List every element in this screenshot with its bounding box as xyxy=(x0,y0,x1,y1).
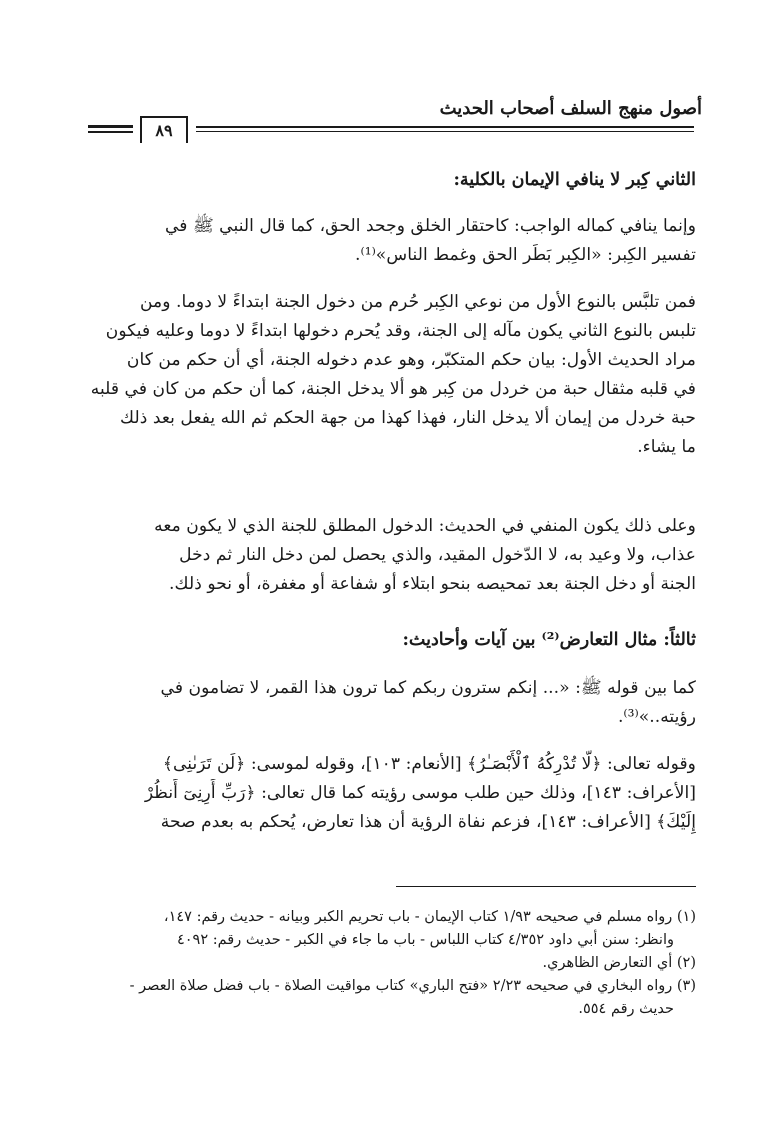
text-line: إِلَيْكَ﴾ [الأعراف: ١٤٣]، فزعم نفاة الرؤية أن هذا تعارض، يُحكم به بعدم صحة xyxy=(160,812,696,832)
footnote-separator xyxy=(396,886,696,887)
text-line: عذاب، ولا وعيد به، لا الدّخول المقيد، والذي يحصل لمن دخل النار ثم دخل xyxy=(179,545,696,565)
paragraph-5 xyxy=(66,750,696,837)
footnote-2: (٢) أي التعارض الظاهري. xyxy=(542,955,696,971)
footnote-3: (٣) رواه البخاري في صحيحه ٢/٢٣ «فتح الباري» كتاب مواقيت الصلاة - باب فضل صلاة العصر - xyxy=(129,978,696,994)
text-line: تلبس بالنوع الثاني يكون مآله إلى الجنة، وقد يُحرم دخولها ابتداءً لا دوما وعليه فيكون xyxy=(105,321,696,341)
paragraph-4 xyxy=(66,674,696,732)
footnote-1-continued: وانظر: سنن أبي داود ٤/٣٥٢ كتاب اللباس - باب ما جاء في الكبر - حديث رقم: ٤٠٩٢ xyxy=(176,932,674,948)
text-line: فمن تلبَّس بالنوع الأول من نوعي الكِبر حُرم من دخول الجنة ابتداءً لا دوما. ومن xyxy=(139,292,696,312)
header-rule-left xyxy=(88,125,133,128)
text-line: مراد الحديث الأول: بيان حكم المتكبّر، وهو عدم دخوله الجنة، أي أن حكم من كان xyxy=(126,350,696,370)
section-heading-third: ثالثاً: مثال التعارض⁽²⁾ بين آيات وأحاديث: xyxy=(402,630,696,650)
text-line: [الأعراف: ١٤٣]، وذلك حين طلب موسى رؤيته كما قال تعالى: ﴿رَبِّ أَرِنِىٓ أَنظُرْ xyxy=(144,783,696,803)
header-rule-main xyxy=(196,126,694,128)
paragraph-1 xyxy=(66,212,696,270)
footnote-3-continued: حديث رقم ٥٥٤. xyxy=(578,1001,674,1017)
section-heading-second: الثاني كِبر لا ينافي الإيمان بالكلية: xyxy=(453,170,696,190)
paragraph-2 xyxy=(66,288,696,462)
text-line: رؤيته..»⁽³⁾. xyxy=(617,707,696,727)
text-line: في قلبه مثقال حبة من خردل من كِبر هو ألا يدخل الجنة، كما أن حكم من كان في قلبه xyxy=(90,379,696,399)
text-line: وعلى ذلك يكون المنفي في الحديث: الدخول المطلق للجنة الذي لا يكون معه xyxy=(154,516,696,536)
running-header-title: أصول منهج السلف أصحاب الحديث xyxy=(439,98,702,119)
text-line: ما يشاء. xyxy=(637,437,696,457)
footnotes xyxy=(56,906,696,1021)
header-rule-left-lower xyxy=(88,131,133,133)
text-line: كما بين قوله ﷺ: «... إنكم سترون ربكم كما ترون هذا القمر، لا تضامون في xyxy=(160,678,696,698)
text-line: وإنما ينافي كماله الواجب: كاحتقار الخلق وجحد الحق، كما قال النبي ﷺ في xyxy=(164,216,696,236)
header-rule-main-lower xyxy=(196,131,694,132)
text-line: تفسير الكِبر: «الكِبر بَطَر الحق وغمط الناس»⁽¹⁾. xyxy=(355,245,696,265)
text-line: حبة خردل من إيمان ألا يدخل النار، فهذا كهذا من جهة الحكم ثم الله يفعل بعد ذلك xyxy=(120,408,696,428)
text-line: الجنة أو دخل الجنة بعد تمحيصه بنحو ابتلاء أو شفاعة أو مغفرة، أو نحو ذلك. xyxy=(169,574,696,594)
page-number: ٨٩ xyxy=(140,116,188,143)
paragraph-3 xyxy=(66,512,696,599)
footnote-1: (١) رواه مسلم في صحيحه ١/٩٣ كتاب الإيمان - باب تحريم الكبر وبيانه - حديث رقم: ١٤٧، xyxy=(163,909,696,925)
text-line: وقوله تعالى: ﴿لَّا تُدْرِكُهُ ٱلْأَبْصَـٰرُ﴾ [الأنعام: ١٠٣]، وقوله لموسى: ﴿لَن تَرَىٰنِى﴾ xyxy=(162,754,696,774)
